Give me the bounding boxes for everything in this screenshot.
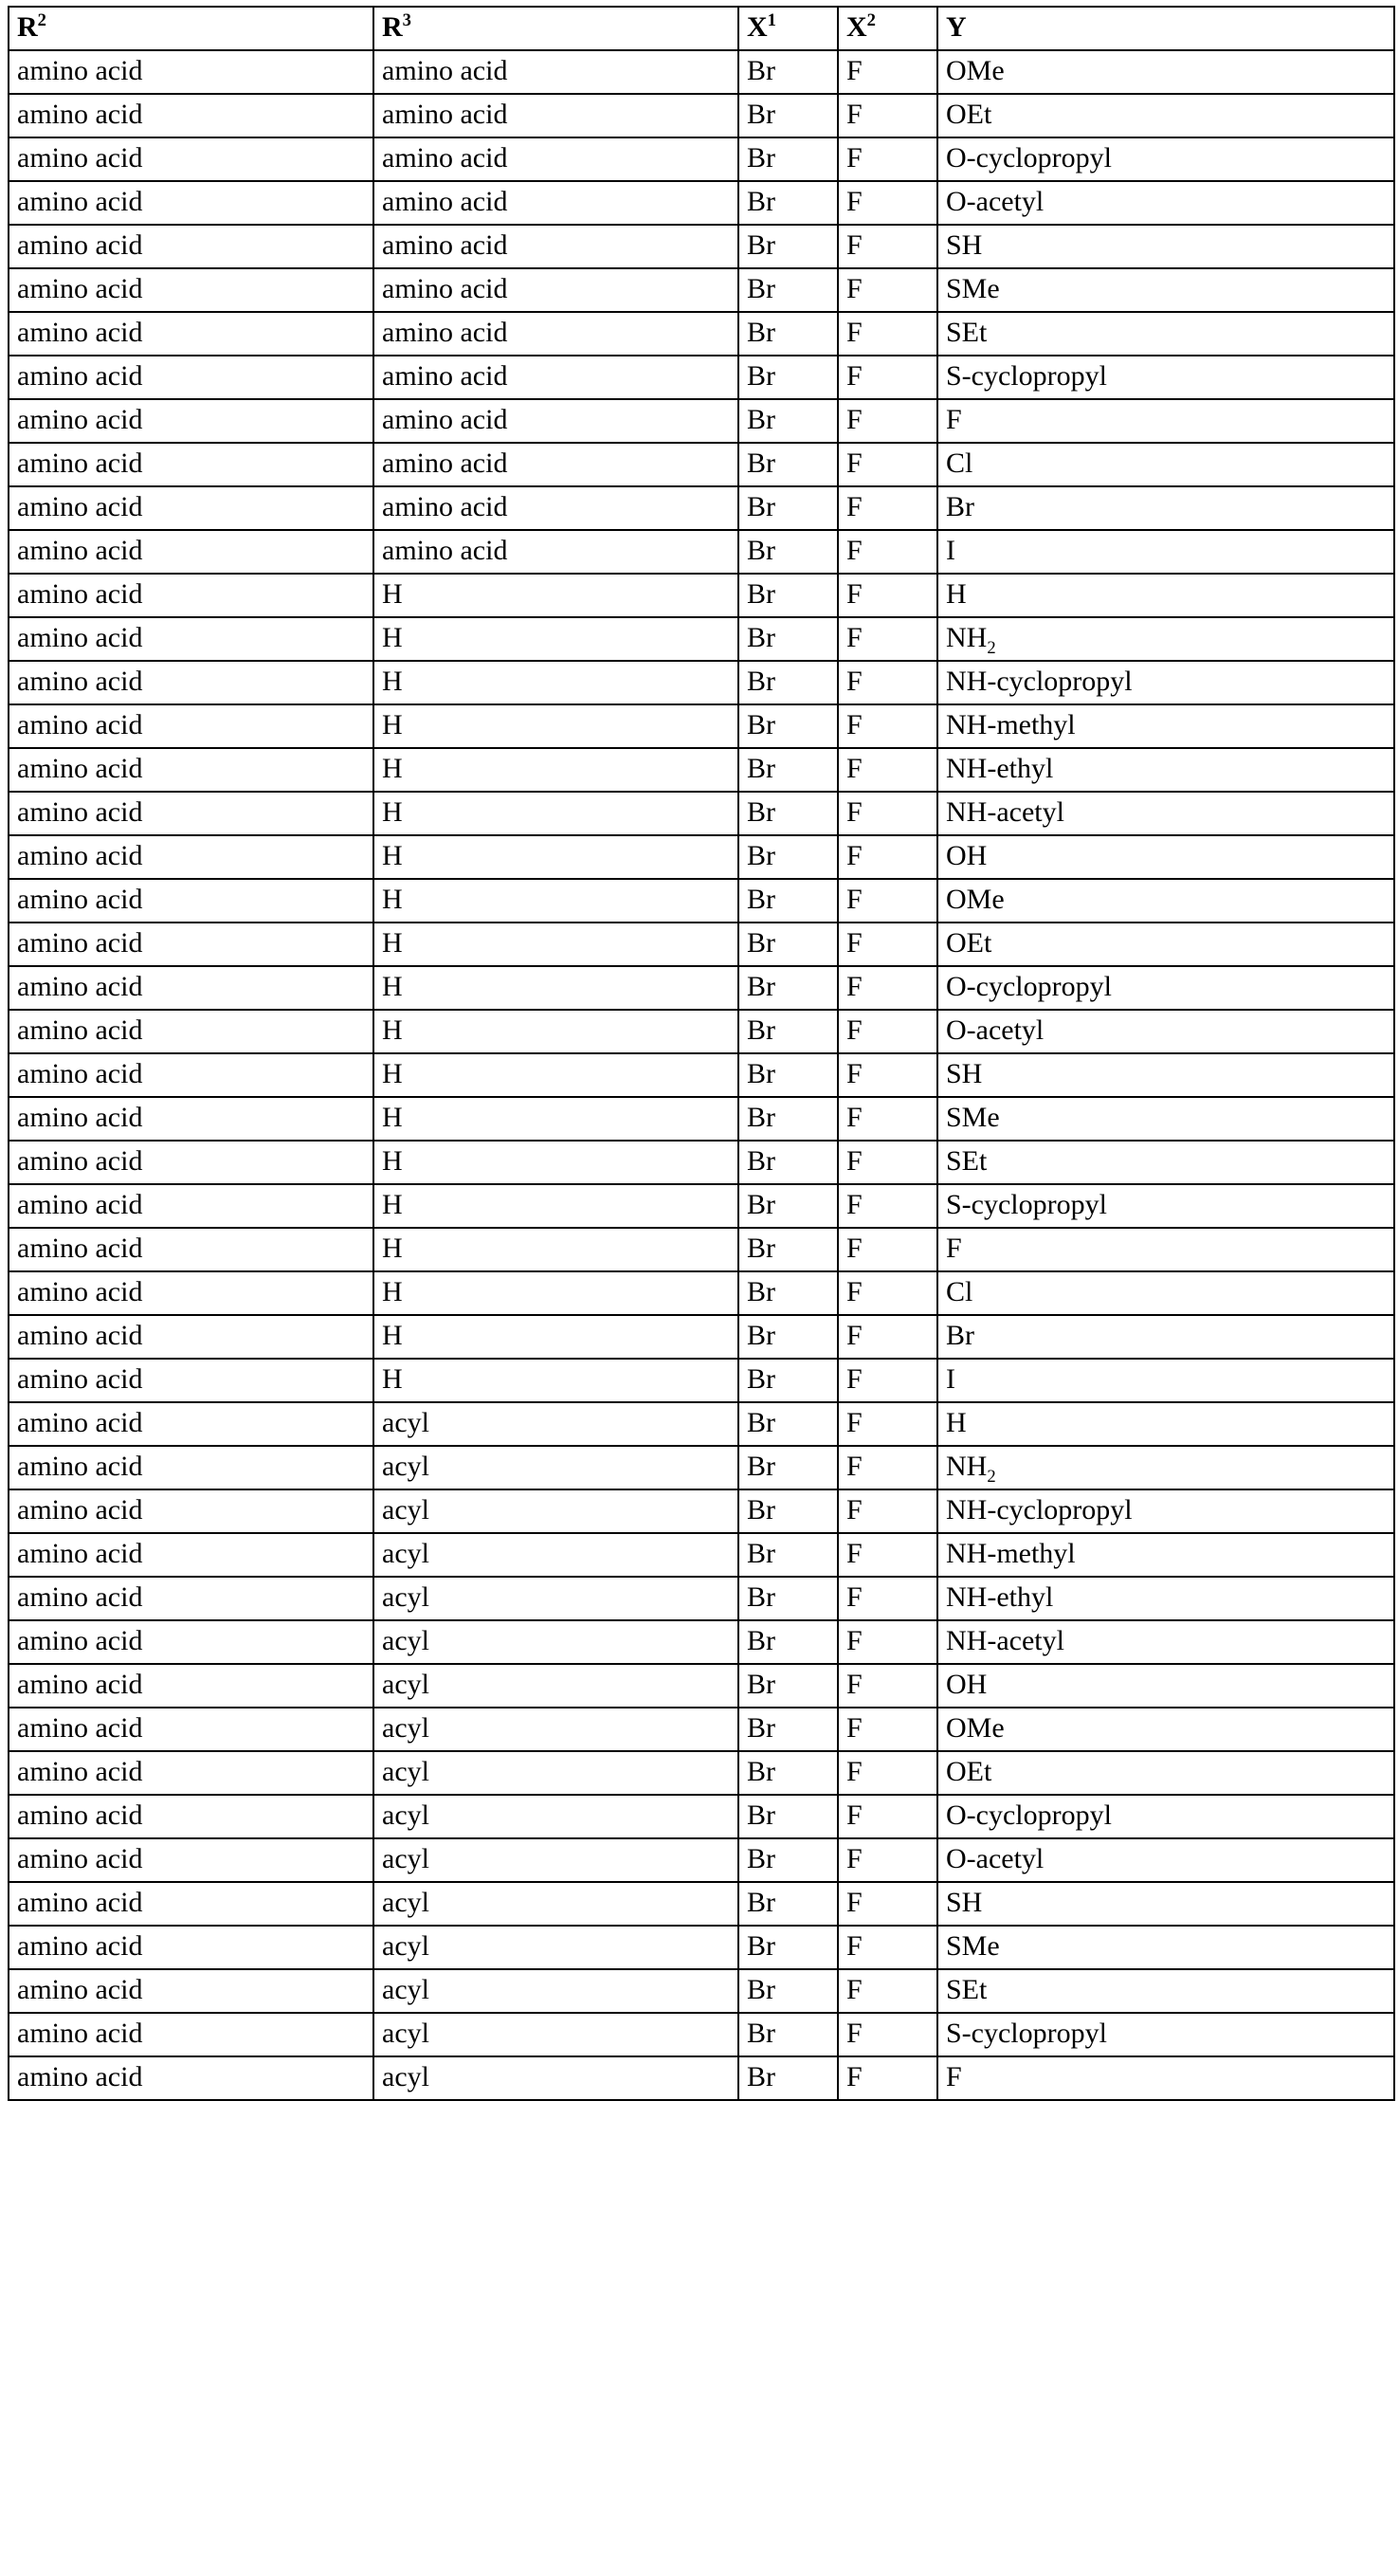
table-row	[9, 966, 1394, 1010]
table-row	[9, 443, 1394, 486]
table-cell: amino acid	[373, 443, 738, 486]
table-cell: Br	[738, 1577, 838, 1620]
table-cell: amino acid	[9, 399, 373, 443]
table-cell: Br	[738, 1402, 838, 1446]
table-cell: Br	[738, 1271, 838, 1315]
table-row	[9, 1446, 1394, 1489]
table-cell: H	[373, 617, 738, 661]
table-cell: Br	[738, 1010, 838, 1053]
table-cell: SH	[937, 225, 1394, 268]
table-cell: H	[373, 1141, 738, 1184]
table-row	[9, 1533, 1394, 1577]
table-cell: F	[838, 574, 937, 617]
table-cell: amino acid	[9, 1577, 373, 1620]
table-row	[9, 50, 1394, 94]
table-cell: amino acid	[9, 94, 373, 137]
table-cell: amino acid	[9, 1184, 373, 1228]
table-cell: amino acid	[9, 1926, 373, 1969]
table-cell: acyl	[373, 1446, 738, 1489]
table-cell: $NH_2$	[937, 617, 1394, 661]
table-cell: F	[838, 137, 937, 181]
table-cell: amino acid	[9, 1489, 373, 1533]
table-cell: Br	[738, 137, 838, 181]
table-cell: F	[838, 50, 937, 94]
table-row	[9, 1097, 1394, 1141]
table-cell: Br	[738, 1315, 838, 1359]
table-cell: Br	[738, 50, 838, 94]
table-row	[9, 1751, 1394, 1795]
table-cell: F	[838, 94, 937, 137]
table-cell: Br	[738, 879, 838, 923]
table-cell: Br	[738, 1228, 838, 1271]
column-header-superscript: 2	[37, 9, 46, 30]
table-cell: Br	[937, 1315, 1394, 1359]
table-cell: Br	[738, 1751, 838, 1795]
table-cell: F	[838, 704, 937, 748]
table-row	[9, 137, 1394, 181]
table-cell: Br	[937, 486, 1394, 530]
table-cell: amino acid	[373, 94, 738, 137]
table-row	[9, 2013, 1394, 2056]
column-header-5: Y	[937, 7, 1394, 50]
table-cell: I	[937, 1359, 1394, 1402]
table-row	[9, 661, 1394, 704]
table-row	[9, 399, 1394, 443]
table-cell: F	[838, 1402, 937, 1446]
table-cell: acyl	[373, 1795, 738, 1838]
table-cell: acyl	[373, 1926, 738, 1969]
table-cell: Br	[738, 399, 838, 443]
table-row	[9, 923, 1394, 966]
table-cell: F	[838, 443, 937, 486]
table-cell: amino acid	[9, 879, 373, 923]
table-cell: F	[838, 1708, 937, 1751]
table-cell: amino acid	[373, 181, 738, 225]
table-cell: F	[838, 1533, 937, 1577]
table-cell: amino acid	[9, 1315, 373, 1359]
table-cell: F	[937, 399, 1394, 443]
table-cell: O-cyclopropyl	[937, 1795, 1394, 1838]
table-cell: H	[373, 1097, 738, 1141]
table-cell: amino acid	[9, 1708, 373, 1751]
table-cell: amino acid	[9, 1969, 373, 2013]
table-cell: F	[838, 923, 937, 966]
table-cell: amino acid	[9, 443, 373, 486]
table-cell: amino acid	[9, 617, 373, 661]
table-cell: amino acid	[9, 1359, 373, 1402]
table-cell: S-cyclopropyl	[937, 1184, 1394, 1228]
table-cell: acyl	[373, 1664, 738, 1708]
table-row	[9, 1795, 1394, 1838]
table-cell: acyl	[373, 1577, 738, 1620]
table-cell: amino acid	[9, 792, 373, 835]
table-row	[9, 617, 1394, 661]
table-cell: Br	[738, 1053, 838, 1097]
table-cell: OMe	[937, 879, 1394, 923]
table-cell: amino acid	[9, 661, 373, 704]
table-cell: F	[838, 1315, 937, 1359]
table-cell: S-cyclopropyl	[937, 2013, 1394, 2056]
table-cell: Br	[738, 1533, 838, 1577]
table-cell: H	[373, 792, 738, 835]
table-cell: NH-methyl	[937, 1533, 1394, 1577]
table-cell: O-cyclopropyl	[937, 966, 1394, 1010]
table-cell: Br	[738, 1446, 838, 1489]
table-cell: Br	[738, 1795, 838, 1838]
table-cell: amino acid	[9, 356, 373, 399]
table-cell: amino acid	[9, 1751, 373, 1795]
table-cell: H	[373, 835, 738, 879]
table-row	[9, 1882, 1394, 1926]
formula-subscript: 2	[987, 637, 996, 658]
table-cell: Br	[738, 966, 838, 1010]
table-cell: SH	[937, 1882, 1394, 1926]
table-cell: amino acid	[9, 1620, 373, 1664]
table-cell: amino acid	[9, 50, 373, 94]
table-row	[9, 835, 1394, 879]
table-row	[9, 1838, 1394, 1882]
table-cell: Br	[738, 443, 838, 486]
table-row	[9, 1141, 1394, 1184]
table-row	[9, 1053, 1394, 1097]
table-cell: amino acid	[373, 399, 738, 443]
table-cell: amino acid	[9, 268, 373, 312]
table-cell: amino acid	[9, 704, 373, 748]
table-cell: Br	[738, 1664, 838, 1708]
table-row	[9, 1577, 1394, 1620]
table-row	[9, 530, 1394, 574]
table-cell: amino acid	[373, 268, 738, 312]
table-cell: H	[373, 661, 738, 704]
column-header-superscript: 1	[767, 9, 776, 30]
table-cell: amino acid	[9, 574, 373, 617]
table-cell: Br	[738, 94, 838, 137]
table-cell: H	[937, 1402, 1394, 1446]
table-cell: OEt	[937, 1751, 1394, 1795]
table-cell: amino acid	[9, 1402, 373, 1446]
table-cell: F	[838, 835, 937, 879]
table-row	[9, 879, 1394, 923]
table-cell: amino acid	[9, 137, 373, 181]
table-cell: acyl	[373, 2013, 738, 2056]
table-cell: F	[838, 1882, 937, 1926]
table-cell: F	[838, 617, 937, 661]
table-cell: Br	[738, 356, 838, 399]
table-cell: SEt	[937, 312, 1394, 356]
table-cell: H	[373, 1228, 738, 1271]
table-cell: amino acid	[9, 835, 373, 879]
table-cell: SEt	[937, 1141, 1394, 1184]
table-cell: amino acid	[9, 1446, 373, 1489]
table-cell: amino acid	[9, 1141, 373, 1184]
table-cell: O-cyclopropyl	[937, 137, 1394, 181]
table-cell: amino acid	[9, 1097, 373, 1141]
table-cell: amino acid	[9, 2013, 373, 2056]
table-cell: amino acid	[373, 137, 738, 181]
table-cell: amino acid	[373, 225, 738, 268]
table-cell: H	[373, 1053, 738, 1097]
table-cell: amino acid	[9, 2056, 373, 2100]
table-cell: F	[838, 1010, 937, 1053]
table-cell: Br	[738, 1184, 838, 1228]
table-cell: acyl	[373, 2056, 738, 2100]
table-row	[9, 2056, 1394, 2100]
table-cell: Br	[738, 268, 838, 312]
table-cell: F	[937, 1228, 1394, 1271]
table-cell: SH	[937, 1053, 1394, 1097]
table-cell: amino acid	[9, 966, 373, 1010]
table-row	[9, 225, 1394, 268]
table-cell: amino acid	[9, 1882, 373, 1926]
table-cell: acyl	[373, 1751, 738, 1795]
table-cell: acyl	[373, 1489, 738, 1533]
table-cell: H	[373, 966, 738, 1010]
table-cell: amino acid	[9, 1838, 373, 1882]
table-cell: Br	[738, 2013, 838, 2056]
table-cell: amino acid	[9, 1795, 373, 1838]
table-cell: Br	[738, 312, 838, 356]
table-cell: F	[838, 268, 937, 312]
table-cell: amino acid	[9, 225, 373, 268]
table-cell: F	[838, 1141, 937, 1184]
table-cell: F	[838, 966, 937, 1010]
table-cell: F	[838, 1053, 937, 1097]
table-cell: F	[838, 1969, 937, 2013]
table-cell: H	[373, 1184, 738, 1228]
table-cell: Br	[738, 1097, 838, 1141]
table-row	[9, 1489, 1394, 1533]
table-body	[9, 50, 1394, 2100]
table-cell: H	[373, 1271, 738, 1315]
table-cell: Br	[738, 923, 838, 966]
table-cell: F	[838, 1664, 937, 1708]
table-cell: NH-methyl	[937, 704, 1394, 748]
table-cell: F	[838, 1620, 937, 1664]
column-header-superscript: 3	[402, 9, 411, 30]
table-cell: F	[838, 486, 937, 530]
table-cell: Br	[738, 1141, 838, 1184]
column-header-4: $X^2$	[838, 7, 937, 50]
table-cell: H	[373, 923, 738, 966]
table-row	[9, 1315, 1394, 1359]
table-cell: F	[838, 1577, 937, 1620]
table-row	[9, 1620, 1394, 1664]
table-cell: F	[838, 1795, 937, 1838]
column-header-superscript: 2	[866, 9, 876, 30]
table-row	[9, 268, 1394, 312]
column-header-2: $R^3$	[373, 7, 738, 50]
table-cell: F	[838, 530, 937, 574]
table-cell: amino acid	[9, 923, 373, 966]
table-cell: acyl	[373, 1402, 738, 1446]
table-row	[9, 1926, 1394, 1969]
table-cell: acyl	[373, 1533, 738, 1577]
table-cell: Br	[738, 661, 838, 704]
table-row	[9, 486, 1394, 530]
table-cell: SMe	[937, 1926, 1394, 1969]
table-cell: F	[838, 181, 937, 225]
table-row	[9, 1402, 1394, 1446]
table-cell: acyl	[373, 1969, 738, 2013]
table-cell: F	[838, 1228, 937, 1271]
table-cell: Br	[738, 2056, 838, 2100]
table-cell: Br	[738, 486, 838, 530]
table-cell: F	[838, 1489, 937, 1533]
table-cell: Br	[738, 1359, 838, 1402]
table-cell: F	[838, 1359, 937, 1402]
table-cell: F	[838, 1751, 937, 1795]
column-header-1: $R^2$	[9, 7, 373, 50]
table-cell: Br	[738, 574, 838, 617]
table-cell: Br	[738, 704, 838, 748]
table-cell: amino acid	[9, 748, 373, 792]
table-cell: acyl	[373, 1708, 738, 1751]
table-row	[9, 1184, 1394, 1228]
table-cell: acyl	[373, 1882, 738, 1926]
table-cell: I	[937, 530, 1394, 574]
table-cell: SMe	[937, 268, 1394, 312]
table-cell: F	[838, 661, 937, 704]
table-row	[9, 1228, 1394, 1271]
formula-subscript: 2	[987, 1466, 996, 1487]
table-cell: Br	[738, 1708, 838, 1751]
table-cell: NH-cyclopropyl	[937, 1489, 1394, 1533]
table-row	[9, 748, 1394, 792]
table-cell: amino acid	[9, 530, 373, 574]
table-row	[9, 574, 1394, 617]
table-row	[9, 792, 1394, 835]
table-cell: amino acid	[373, 50, 738, 94]
table-cell: F	[838, 1926, 937, 1969]
table-cell: F	[838, 1446, 937, 1489]
table-row	[9, 94, 1394, 137]
table-cell: NH-cyclopropyl	[937, 661, 1394, 704]
table-cell: SMe	[937, 1097, 1394, 1141]
table-cell: amino acid	[9, 1664, 373, 1708]
table-cell: Cl	[937, 1271, 1394, 1315]
table-cell: F	[838, 792, 937, 835]
table-cell: OMe	[937, 1708, 1394, 1751]
table-cell: $NH_2$	[937, 1446, 1394, 1489]
table-cell: S-cyclopropyl	[937, 356, 1394, 399]
table-cell: amino acid	[373, 312, 738, 356]
table-cell: Br	[738, 1838, 838, 1882]
table-cell: amino acid	[373, 356, 738, 399]
table-cell: H	[373, 879, 738, 923]
table-cell: H	[373, 1010, 738, 1053]
table-cell: F	[838, 879, 937, 923]
table-cell: amino acid	[373, 530, 738, 574]
table-header	[9, 7, 1394, 50]
table-cell: Br	[738, 530, 838, 574]
table-cell: O-acetyl	[937, 1838, 1394, 1882]
table-cell: NH-acetyl	[937, 1620, 1394, 1664]
table-cell: amino acid	[9, 1271, 373, 1315]
table-cell: OEt	[937, 923, 1394, 966]
table-cell: F	[838, 2056, 937, 2100]
table-cell: O-acetyl	[937, 181, 1394, 225]
table-cell: OH	[937, 835, 1394, 879]
table-cell: Br	[738, 181, 838, 225]
table-cell: Br	[738, 1489, 838, 1533]
table-cell: SEt	[937, 1969, 1394, 2013]
table-cell: Br	[738, 792, 838, 835]
table-cell: Br	[738, 748, 838, 792]
table-cell: amino acid	[9, 312, 373, 356]
table-cell: O-acetyl	[937, 1010, 1394, 1053]
table-cell: F	[838, 1838, 937, 1882]
table-row	[9, 1969, 1394, 2013]
table-cell: F	[838, 1271, 937, 1315]
table-cell: amino acid	[373, 486, 738, 530]
table-cell: Br	[738, 1926, 838, 1969]
table-cell: Br	[738, 225, 838, 268]
table-cell: OMe	[937, 50, 1394, 94]
table-row	[9, 1664, 1394, 1708]
table-row	[9, 1010, 1394, 1053]
table-cell: H	[373, 704, 738, 748]
table-cell: Cl	[937, 443, 1394, 486]
column-header-3: $X^1$	[738, 7, 838, 50]
table-row	[9, 704, 1394, 748]
table-cell: H	[937, 574, 1394, 617]
table-cell: F	[838, 312, 937, 356]
table-cell: amino acid	[9, 1053, 373, 1097]
table-cell: Br	[738, 1969, 838, 2013]
table-row	[9, 181, 1394, 225]
table-cell: Br	[738, 617, 838, 661]
table-cell: F	[838, 1184, 937, 1228]
table-cell: acyl	[373, 1620, 738, 1664]
table-row	[9, 1708, 1394, 1751]
table-cell: OEt	[937, 94, 1394, 137]
table-cell: F	[838, 356, 937, 399]
table-cell: Br	[738, 1882, 838, 1926]
table-cell: F	[838, 1097, 937, 1141]
table-cell: H	[373, 1359, 738, 1402]
table-cell: acyl	[373, 1838, 738, 1882]
table-cell: amino acid	[9, 486, 373, 530]
table-row	[9, 356, 1394, 399]
table-cell: F	[838, 225, 937, 268]
table-cell: NH-ethyl	[937, 748, 1394, 792]
table-cell: amino acid	[9, 1533, 373, 1577]
table-cell: OH	[937, 1664, 1394, 1708]
table-cell: F	[838, 2013, 937, 2056]
table-row	[9, 1359, 1394, 1402]
table-cell: NH-ethyl	[937, 1577, 1394, 1620]
table-cell: H	[373, 748, 738, 792]
table-cell: amino acid	[9, 181, 373, 225]
table-header-row	[9, 7, 1394, 50]
table-cell: F	[838, 399, 937, 443]
table-cell: H	[373, 574, 738, 617]
table-cell: F	[937, 2056, 1394, 2100]
table-cell: F	[838, 748, 937, 792]
table-cell: H	[373, 1315, 738, 1359]
table-cell: Br	[738, 835, 838, 879]
table-cell: Br	[738, 1620, 838, 1664]
table-cell: amino acid	[9, 1228, 373, 1271]
table-cell: NH-acetyl	[937, 792, 1394, 835]
table-cell: amino acid	[9, 1010, 373, 1053]
table-row	[9, 312, 1394, 356]
table-row	[9, 1271, 1394, 1315]
substituent-table	[8, 6, 1395, 2101]
